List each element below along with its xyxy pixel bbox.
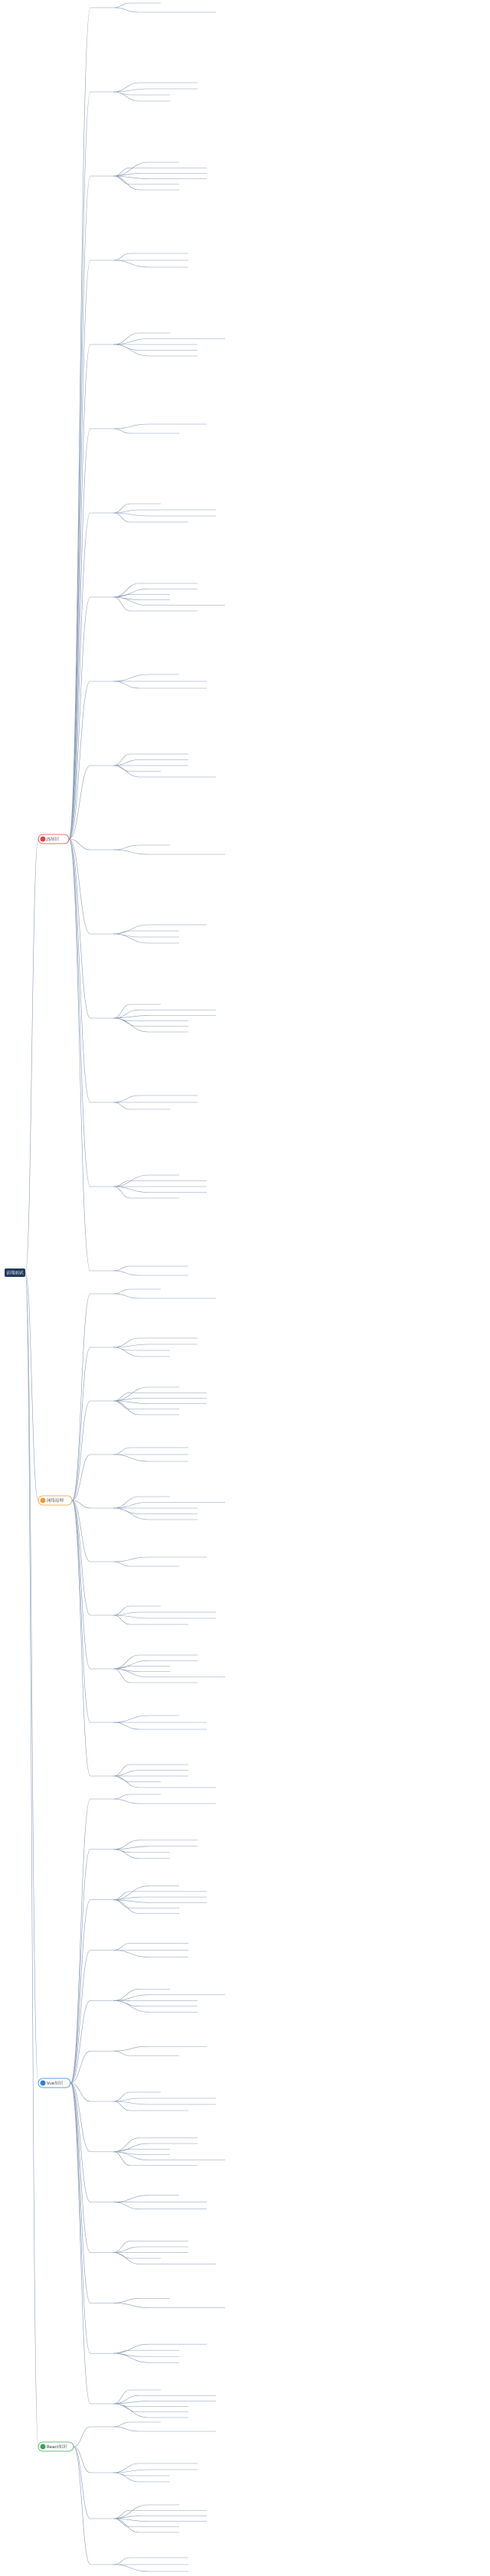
vue-leaf-edge-12-4: [113, 2404, 139, 2412]
branch-vue-label: Vue知识: [47, 2081, 64, 2086]
branch-react-badge-icon: [41, 2444, 46, 2450]
js-leaf-edge-9-0: [113, 754, 130, 766]
js-leaf-edge-2-4: [113, 176, 130, 184]
vue-leaf-edge-7-5: [113, 2152, 130, 2166]
vue-leaf-edge-6-0: [113, 2092, 130, 2101]
js-leaf-edge-8-2: [113, 681, 139, 688]
js-edge-5: [69, 429, 90, 839]
js-leaf-edge-15-0: [113, 1266, 130, 1271]
net-leaf-edge-7-1: [113, 1660, 149, 1669]
js-leaf-edge-14-1: [113, 1181, 130, 1187]
js-leaf-edge-7-1: [113, 589, 149, 597]
vue-leaf-edge-6-1: [113, 2098, 139, 2101]
mind-map-edges: [25, 3, 149, 2571]
net-leaf-edge-8-2: [113, 1722, 139, 1729]
mind-map-leaves: [90, 3, 225, 2571]
net-leaf-edge-6-0: [113, 1606, 130, 1615]
react-edge-3: [74, 2447, 90, 2565]
vue-leaf-edge-1-0: [113, 1840, 139, 1850]
vue-leaf-edge-5-1: [113, 2051, 130, 2055]
js-edge-14: [69, 839, 90, 1187]
vue-leaf-edge-8-2: [113, 2202, 139, 2209]
react-leaf-edge-0-1: [113, 2427, 139, 2431]
vue-leaf-edge-10-0: [113, 2298, 139, 2303]
vue-leaf-edge-8-0: [113, 2196, 149, 2202]
react-leaf-edge-0-0: [113, 2422, 130, 2427]
js-leaf-edge-12-0: [113, 1004, 130, 1018]
net-leaf-edge-1-0: [113, 1338, 139, 1347]
js-leaf-edge-5-0: [113, 424, 149, 429]
js-leaf-edge-11-0: [113, 925, 149, 934]
js-edge-1: [69, 92, 90, 839]
vue-leaf-edge-9-3: [113, 2253, 130, 2259]
net-edge-2: [72, 1401, 90, 1500]
js-leaf-edge-10-1: [113, 850, 149, 854]
net-edge-9: [72, 1500, 90, 1776]
root-edge-3: [25, 1273, 38, 2447]
js-leaf-edge-6-0: [113, 504, 130, 513]
react-leaf-edge-1-3: [113, 2473, 139, 2482]
net-leaf-edge-7-5: [113, 1669, 130, 1683]
vue-leaf-edge-7-1: [113, 2143, 149, 2152]
net-leaf-edge-5-1: [113, 1562, 130, 1566]
js-leaf-edge-13-0: [113, 1095, 139, 1102]
net-leaf-edge-6-3: [113, 1615, 130, 1624]
branch-js[interactable]: [38, 834, 69, 844]
net-edge-6: [72, 1500, 90, 1615]
net-leaf-edge-5-0: [113, 1557, 149, 1562]
branch-network-label: 网络原理: [47, 1499, 64, 1503]
vue-leaf-edge-6-3: [113, 2101, 130, 2111]
branch-network-badge-icon: [41, 1498, 46, 1503]
vue-edge-1: [70, 1850, 90, 2083]
net-leaf-edge-9-3: [113, 1776, 130, 1782]
react-leaf-edge-3-0: [113, 2558, 130, 2565]
net-leaf-edge-9-0: [113, 1765, 130, 1776]
vue-leaf-edge-11-0: [113, 2344, 149, 2353]
react-edge-0: [74, 2427, 90, 2447]
net-leaf-edge-1-3: [113, 1347, 139, 1357]
branch-js-badge-icon: [41, 837, 46, 842]
net-leaf-edge-3-2: [113, 1455, 149, 1461]
js-leaf-edge-9-3: [113, 766, 130, 772]
react-leaf-edge-1-0: [113, 2463, 139, 2473]
vue-leaf-edge-3-0: [113, 1944, 130, 1951]
net-edge-0: [72, 1294, 90, 1500]
vue-leaf-edge-10-1: [113, 2303, 149, 2307]
js-edge-3: [69, 260, 90, 839]
vue-edge-4: [70, 2000, 90, 2083]
vue-leaf-edge-0-1: [113, 1799, 139, 1804]
branch-react[interactable]: [38, 2442, 74, 2451]
vue-leaf-edge-3-2: [113, 1951, 149, 1957]
js-leaf-edge-1-3: [113, 92, 139, 101]
js-leaf-edge-11-1: [113, 931, 130, 934]
js-leaf-edge-11-3: [113, 934, 149, 943]
js-leaf-edge-3-0: [113, 253, 130, 260]
branch-vue-badge-icon: [41, 2081, 46, 2086]
js-edge-12: [69, 839, 90, 1018]
js-leaf-edge-7-4: [113, 597, 149, 606]
js-edge-15: [69, 839, 90, 1271]
js-leaf-edge-0-0: [113, 3, 130, 8]
js-leaf-edge-10-0: [113, 845, 139, 850]
net-leaf-edge-3-0: [113, 1448, 130, 1455]
js-leaf-edge-0-1: [113, 8, 139, 12]
vue-edge-9: [70, 2083, 90, 2253]
react-leaf-edge-2-4: [113, 2519, 130, 2527]
react-leaf-edge-3-2: [113, 2565, 149, 2571]
js-leaf-edge-5-1: [113, 429, 130, 433]
root-edge-0: [25, 839, 38, 1273]
root-title: 前端面试: [6, 1271, 24, 1276]
js-leaf-edge-7-5: [113, 597, 130, 611]
js-leaf-edge-12-5: [113, 1018, 149, 1032]
js-leaf-edge-14-3: [113, 1187, 149, 1193]
vue-leaf-edge-9-0: [113, 2241, 130, 2253]
vue-leaf-edge-12-5: [113, 2404, 149, 2418]
js-leaf-edge-12-4: [113, 1018, 139, 1027]
net-leaf-edge-6-1: [113, 1612, 139, 1615]
net-leaf-edge-0-0: [113, 1289, 130, 1294]
js-leaf-edge-1-0: [113, 83, 139, 92]
js-leaf-edge-6-1: [113, 510, 139, 513]
vue-leaf-edge-2-4: [113, 1900, 130, 1908]
vue-edge-11: [70, 2083, 90, 2353]
vue-leaf-edge-5-0: [113, 2046, 149, 2051]
vue-leaf-edge-12-0: [113, 2390, 130, 2404]
js-edge-2: [69, 176, 90, 839]
net-leaf-edge-0-1: [113, 1294, 139, 1298]
vue-leaf-edge-11-3: [113, 2353, 149, 2362]
net-leaf-edge-2-4: [113, 1401, 130, 1409]
js-leaf-edge-8-0: [113, 674, 149, 681]
vue-edge-12: [70, 2083, 90, 2404]
js-leaf-edge-13-2: [113, 1102, 130, 1109]
root-node[interactable]: [5, 1268, 25, 1277]
js-leaf-edge-15-1: [113, 1271, 139, 1275]
branch-react-label: React知识: [47, 2445, 67, 2450]
net-leaf-edge-7-4: [113, 1669, 149, 1677]
vue-edge-2: [70, 1900, 90, 2083]
net-leaf-edge-8-0: [113, 1716, 149, 1722]
js-leaf-edge-3-2: [113, 260, 149, 267]
js-leaf-edge-6-3: [113, 513, 130, 522]
vue-leaf-edge-0-0: [113, 1794, 130, 1799]
vue-leaf-edge-7-4: [113, 2152, 149, 2160]
branch-vue[interactable]: [38, 2078, 70, 2088]
branch-js-label: JS知识: [47, 837, 60, 842]
branch-network[interactable]: [38, 1496, 72, 1505]
vue-leaf-edge-1-3: [113, 1850, 139, 1859]
vue-leaf-edge-11-1: [113, 2350, 130, 2353]
